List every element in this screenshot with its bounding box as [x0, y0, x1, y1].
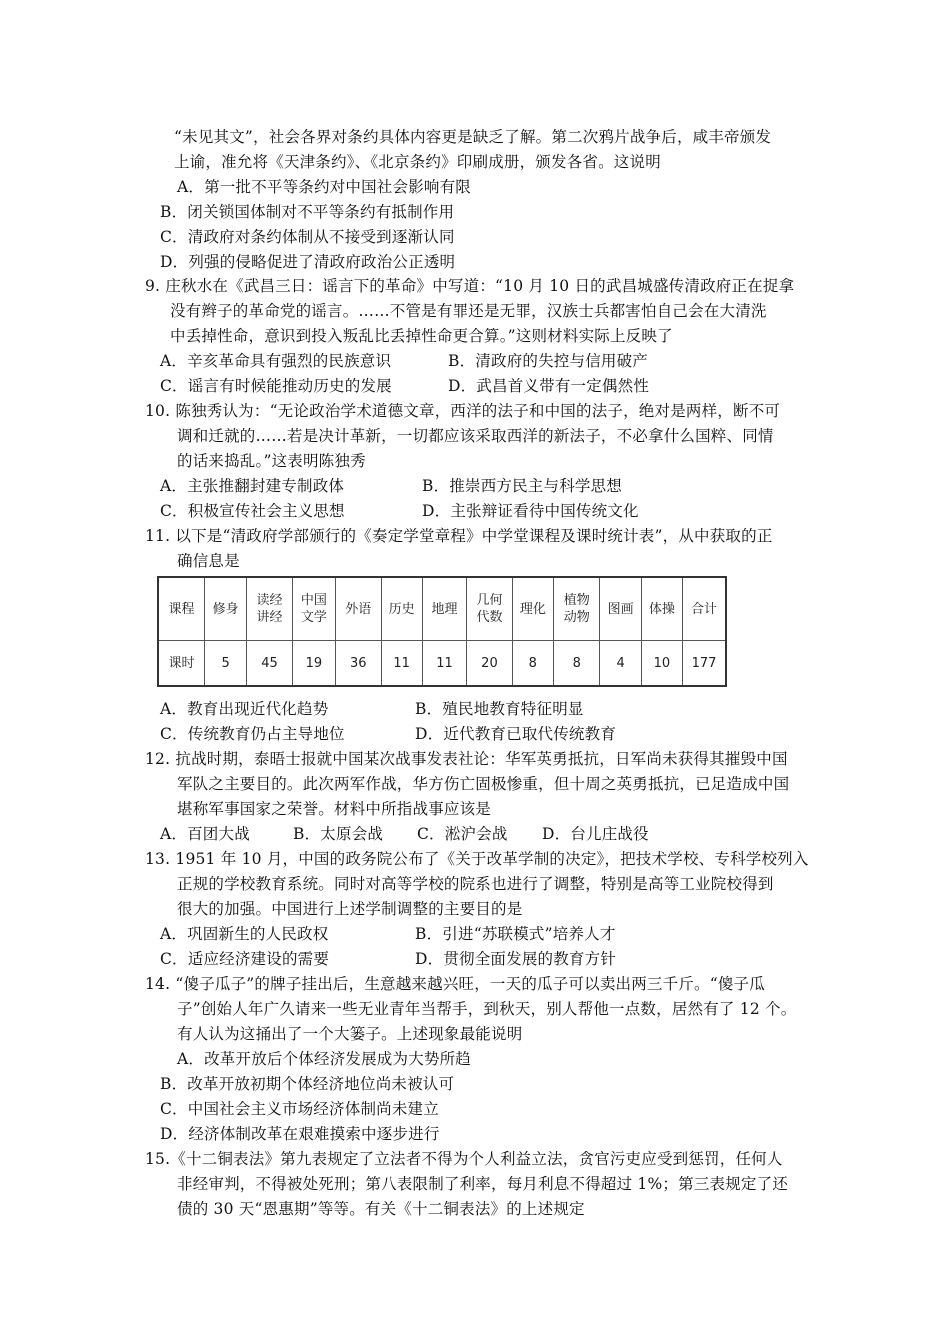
q10-text-line-1: 10. 陈独秀认为：“无论政治学术道德文章，西洋的法子和中国的法子，绝对是两样，断不可: [145, 402, 781, 420]
table-cell: 8: [553, 641, 599, 687]
q12-text-line-1: 12. 抗战时期，泰晤士报就中国某次战事发表社论：华军英勇抵抗，日军尚未获得其摧毁中国: [145, 750, 788, 768]
q11-text-line-1: 11. 以下是“清政府学部颁行的《奏定学堂章程》中学堂课程及课时统计表”，从中获取的正: [145, 527, 773, 545]
table-cell: 4: [600, 641, 641, 687]
q14-option-c: C．中国社会主义市场经济体制尚未建立: [160, 1100, 439, 1118]
q8-text-line-1: “未见其文”，社会各界对条约具体内容更是缺乏了解。第二次鸦片战争后，咸丰帝颁发: [174, 128, 772, 146]
q14-option-b: B．改革开放初期个体经济地位尚未被认可: [160, 1075, 455, 1093]
q12-text-line-3: 堪称军事国家之荣誉。材料中所指战事应该是: [177, 800, 492, 818]
q8-option-d: D．列强的侵略促进了清政府政治公正透明: [160, 253, 456, 271]
table-cell: 课时: [158, 641, 204, 687]
table-header-cell: 课程: [158, 577, 204, 641]
q11-option-b: B．殖民地教育特征明显: [415, 700, 584, 718]
q14-text-line-2: 子”创始人年广久请来一些无业青年当帮手，到秋天，别人帮他一点数，居然有了 12 个。: [177, 1000, 797, 1018]
table-cell: 20: [467, 641, 512, 687]
q11-option-row-2: [160, 723, 616, 745]
table-cell: 45: [247, 641, 292, 687]
q12-option-b: B．太原会战: [293, 825, 384, 843]
q9-option-c: C．谣言有时候能推动历史的发展: [160, 377, 392, 395]
q13-text-line-3: 很大的加强。中国进行上述学制调整的主要目的是: [177, 900, 523, 918]
table-header-cell: 植物 动物: [553, 577, 599, 641]
q15-text-line-1: 15.《十二铜表法》第九表规定了立法者不得为个人利益立法，贪官污吏应受到惩罚，任何人: [145, 1150, 783, 1168]
q10-option-c: C．积极宣传社会主义思想: [160, 502, 345, 520]
q10-text-line-2: 调和迁就的……若是决计革新，一切都应该采取西洋的新法子，不必拿什么国粹、同情: [177, 427, 774, 445]
q10-option-row-2: [160, 500, 639, 522]
q8-text-line-2: 上谕，准允将《天津条约》、《北京条约》印刷成册，颁发各省。这说明: [174, 153, 661, 171]
q13-option-a: A．巩固新生的人民政权: [160, 925, 329, 943]
q8-option-a: A．第一批不平等条约对中国社会影响有限: [177, 178, 471, 196]
q9-text-line-2: 没有辫子的革命党的谣言。……不管是有罪还是无罪，汉族士兵都害怕自己会在大清洗: [170, 302, 767, 320]
q10-text-line-3: 的话来捣乱。”这表明陈独秀: [177, 452, 366, 470]
q14-text-line-1: 14. “傻子瓜子”的牌子挂出后，生意越来越兴旺，一天的瓜子可以卖出两三千斤。“傻子瓜: [145, 975, 765, 993]
q15-text-line-2: 非经审判，不得被处死刑；第八表限制了利率，每月利息不得超过 1%；第三表规定了还: [177, 1175, 789, 1193]
table-header-cell: 历史: [381, 577, 422, 641]
table-cell: 177: [683, 641, 726, 687]
q11-option-c: C．传统教育仍占主导地位: [160, 725, 345, 743]
q9-text-line-1: 9. 庄秋水在《武昌三日：谣言下的革命》中写道：“10 月 10 日的武昌城盛传清政府正在捉拿: [145, 277, 795, 295]
table-header-cell: 地理: [422, 577, 466, 641]
table-cell: 5: [204, 641, 246, 687]
q14-text-line-3: 有人认为这捅出了一个大篓子。上述现象最能说明: [177, 1025, 523, 1043]
q9-option-row-2: [160, 375, 649, 397]
table-header-cell: 理化: [512, 577, 553, 641]
q13-option-row-2: [160, 948, 616, 970]
table-header-cell: 合计: [683, 577, 726, 641]
table-header-cell: 修身: [204, 577, 246, 641]
q10-option-b: B．推崇西方民主与科学思想: [422, 477, 622, 495]
q13-text-line-2: 正规的学校教育系统。同时对高等学校的院系也进行了调整，特别是高等工业院校得到: [177, 875, 774, 893]
q13-text-line-1: 13. 1951 年 10 月，中国的政务院公布了《关于改革学制的决定》，把技术学校、专科学校列入: [145, 850, 809, 868]
table-header-row: [158, 577, 726, 641]
q10-option-a: A．主张推翻封建专制政体: [160, 477, 345, 495]
table-cell: 19: [292, 641, 335, 687]
q10-option-d: D．主张辩证看待中国传统文化: [422, 502, 639, 520]
q12-option-row: [160, 823, 649, 845]
q10-option-row-1: [160, 475, 622, 497]
table-header-cell: 中国 文学: [292, 577, 335, 641]
q12-option-d: D．台儿庄战役: [542, 825, 649, 843]
q8-option-c: C．清政府对条约体制从不接受到逐渐认同: [160, 228, 455, 246]
q9-option-d: D．武昌首义带有一定偶然性: [448, 377, 650, 395]
table-header-cell: 图画: [600, 577, 641, 641]
table-header-cell: 体操: [641, 577, 682, 641]
q8-option-b: B．闭关锁国体制对不平等条约有抵制作用: [160, 203, 455, 221]
table-header-cell: 读经 讲经: [247, 577, 292, 641]
course-hours-table: [157, 576, 727, 687]
table-cell: 8: [512, 641, 553, 687]
q11-text-line-2: 确信息是: [177, 552, 240, 570]
q15-text-line-3: 债的 30 天“恩惠期”等等。有关《十二铜表法》的上述规定: [177, 1200, 585, 1218]
q13-option-d: D．贯彻全面发展的教育方针: [415, 950, 617, 968]
table-header-cell: 外语: [336, 577, 381, 641]
table-row: [158, 641, 726, 687]
q12-option-c: C．淞沪会战: [417, 825, 508, 843]
q12-text-line-2: 军队之主要目的。此次两军作战，华方伤亡固极惨重，但十周之英勇抵抗，已足造成中国: [177, 775, 790, 793]
table-cell: 11: [422, 641, 466, 687]
q11-option-a: A．教育出现近代化趋势: [160, 700, 329, 718]
q11-option-d: D．近代教育已取代传统教育: [415, 725, 617, 743]
q13-option-b: B．引进“苏联模式”培养人才: [415, 925, 616, 943]
q9-option-row-1: [160, 350, 648, 372]
q9-text-line-3: 中丢掉性命，意识到投入叛乱比丢掉性命更合算。”这则材料实际上反映了: [170, 327, 673, 345]
q13-option-c: C．适应经济建设的需要: [160, 950, 330, 968]
q9-option-a: A．辛亥革命具有强烈的民族意识: [160, 352, 392, 370]
q14-option-d: D．经济体制改革在艰难摸索中逐步进行: [160, 1125, 440, 1143]
q11-option-row-1: [160, 698, 584, 720]
table-cell: 36: [336, 641, 381, 687]
q9-option-b: B．清政府的失控与信用破产: [448, 352, 648, 370]
table-cell: 11: [381, 641, 422, 687]
q13-option-row-1: [160, 923, 616, 945]
q14-option-a: A．改革开放后个体经济发展成为大势所趋: [177, 1050, 471, 1068]
table-cell: 10: [641, 641, 682, 687]
q12-option-a: A．百团大战: [160, 825, 250, 843]
table-header-cell: 几何 代数: [467, 577, 512, 641]
